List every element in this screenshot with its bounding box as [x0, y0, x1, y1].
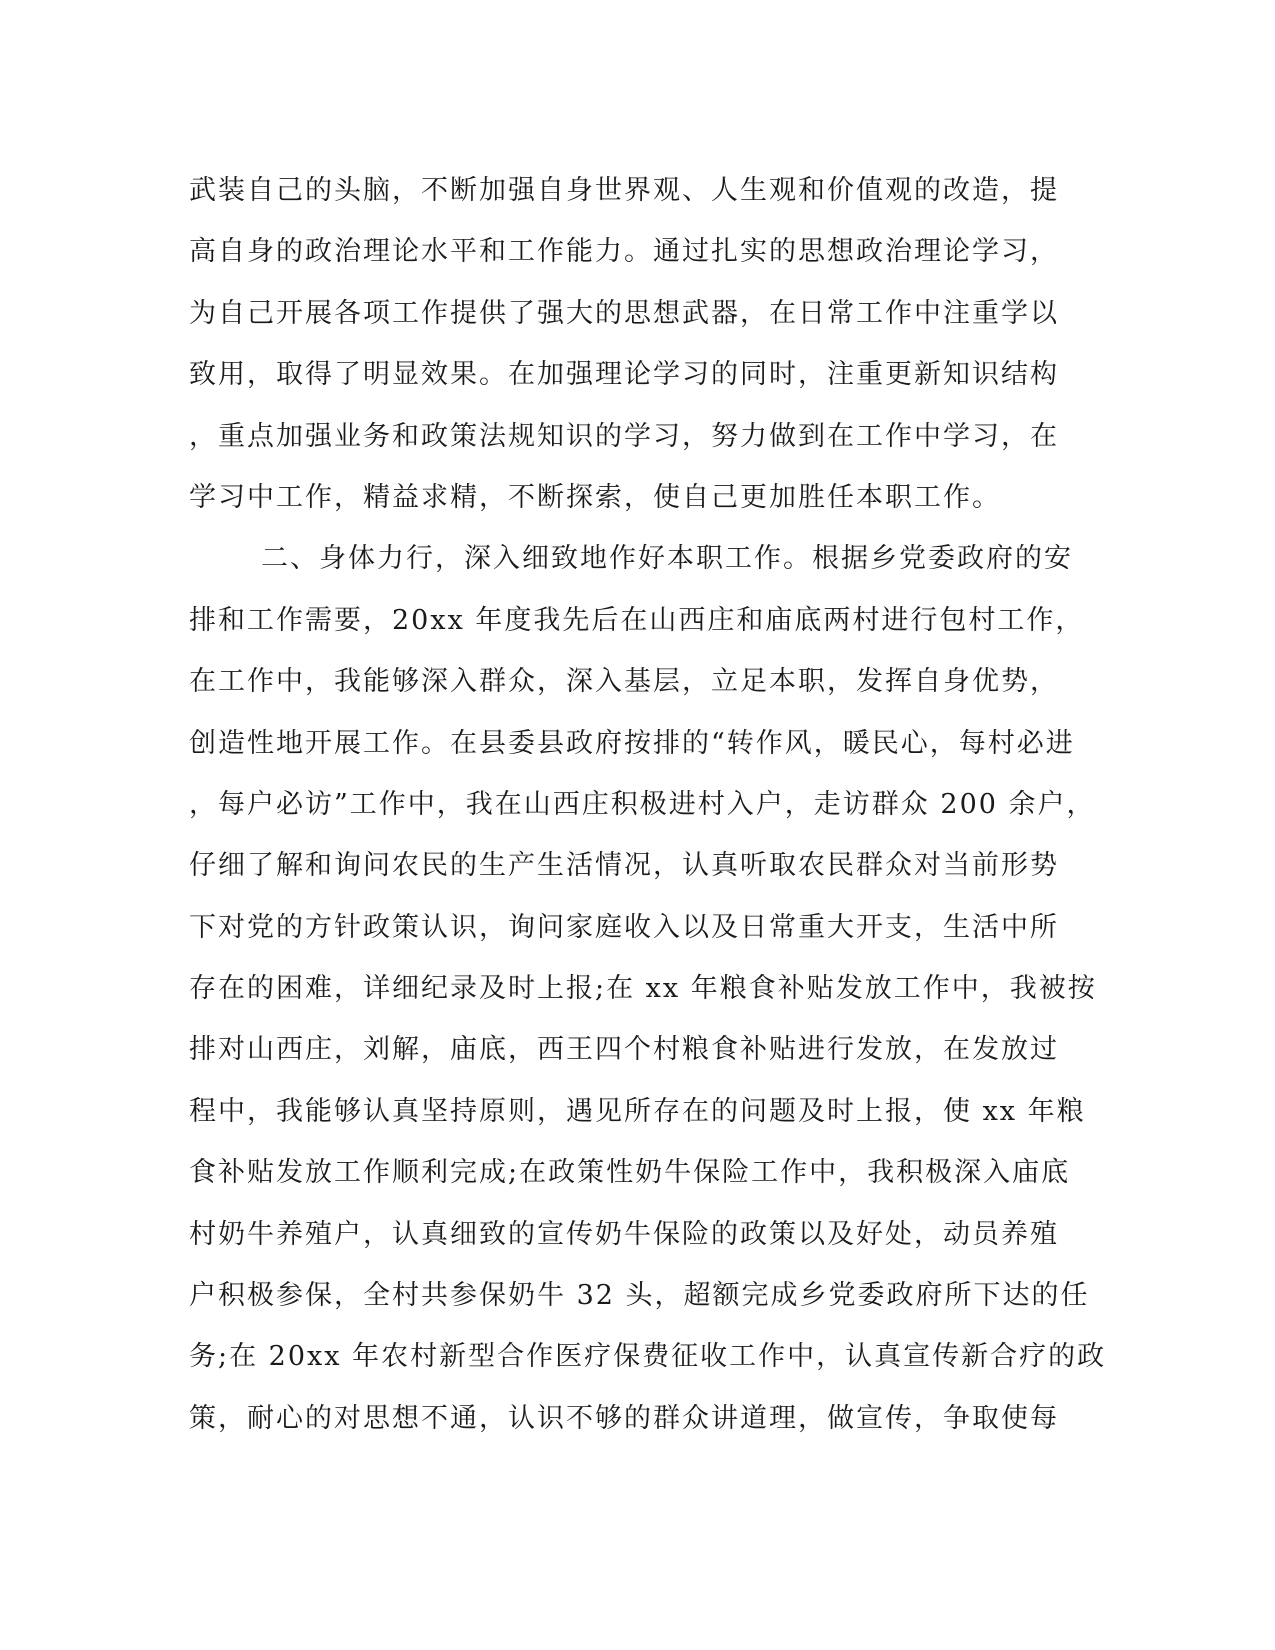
text-line: 学习中工作，精益求精，不断探索，使自己更加胜任本职工作。: [189, 481, 1001, 513]
text-line: 户积极参保，全村共参保奶牛 32 头，超额完成乡党委政府所下达的任: [189, 1280, 1090, 1312]
text-line: 下对党的方针政策认识，询问家庭收入以及日常重大开支，生活中所: [189, 911, 1059, 943]
text-line: ，重点加强业务和政策法规知识的学习，努力做到在工作中学习，在: [189, 420, 1059, 452]
text-line: 食补贴发放工作顺利完成;在政策性奶牛保险工作中，我积极深入庙底: [189, 1157, 1071, 1189]
text-line: 务;在 20xx 年农村新型合作医疗保费征收工作中，认真宣传新合疗的政: [189, 1341, 1107, 1373]
text-line: 致用，取得了明显效果。在加强理论学习的同时，注重更新知识结构: [189, 359, 1059, 391]
paragraph-start-line: 二、身体力行，深入细致地作好本职工作。根据乡党委政府的安: [261, 543, 1073, 575]
text-line: ，每户必访”工作中，我在山西庄积极进村入户，走访群众 200 余户，: [189, 788, 1096, 820]
text-line: 创造性地开展工作。在县委县政府按排的“转作风，暖民心，每村必进: [189, 727, 1075, 759]
body-text: [189, 160, 1107, 1449]
text-line: 为自己开展各项工作提供了强大的思想武器，在日常工作中注重学以: [189, 297, 1059, 329]
text-line: 仔细了解和询问农民的生产生活情况，认真听取农民群众对当前形势: [189, 850, 1059, 882]
text-line: 存在的困难，详细纪录及时上报;在 xx 年粮食补贴发放工作中，我被按: [189, 973, 1097, 1005]
text-line: 排和工作需要，20xx 年度我先后在山西庄和庙底两村进行包村工作，: [189, 604, 1085, 636]
text-line: 武装自己的头脑，不断加强自身世界观、人生观和价值观的改造，提: [189, 175, 1059, 206]
text-line: 高自身的政治理论水平和工作能力。通过扎实的思想政治理论学习，: [189, 236, 1059, 268]
text-line: 程中，我能够认真坚持原则，遇见所存在的问题及时上报，使 xx 年粮: [189, 1095, 1086, 1127]
text-line: 排对山西庄，刘解，庙底，西王四个村粮食补贴进行发放，在发放过: [189, 1034, 1059, 1066]
text-line: 村奶牛养殖户，认真细致的宣传奶牛保险的政策以及好处，动员养殖: [189, 1218, 1059, 1250]
text-line: 在工作中，我能够深入群众，深入基层，立足本职，发挥自身优势，: [189, 666, 1059, 698]
text-line: 策，耐心的对思想不通，认识不够的群众讲道理，做宣传，争取使每: [189, 1402, 1059, 1434]
